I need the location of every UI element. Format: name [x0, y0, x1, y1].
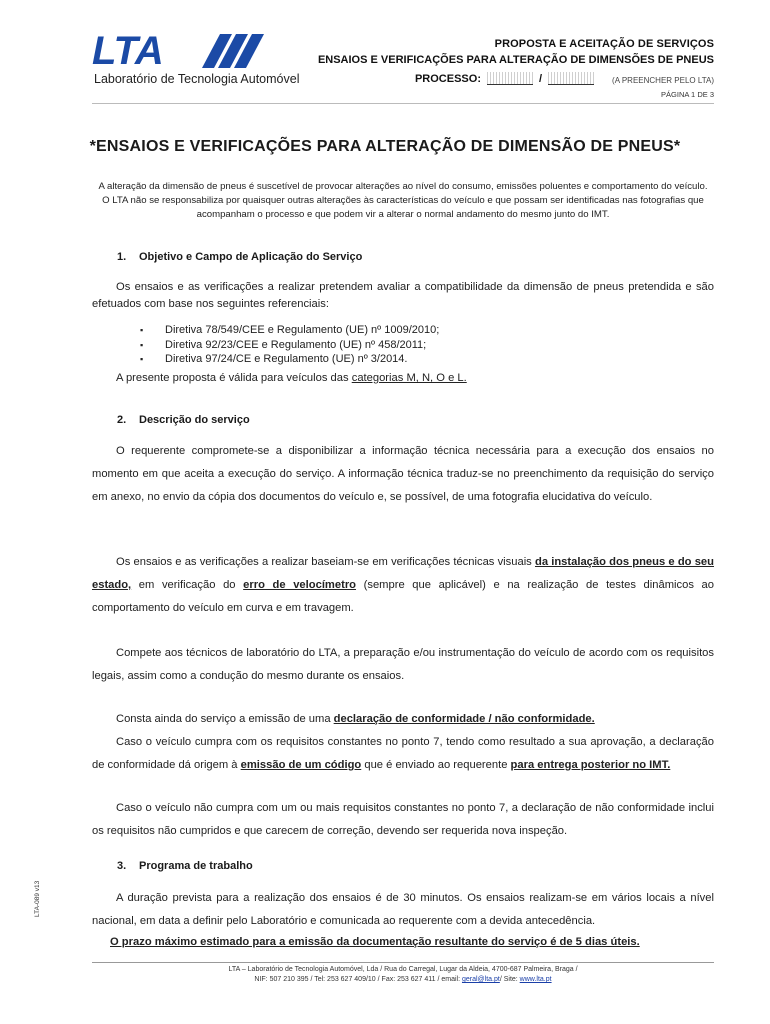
text-span: Os ensaios e as verificações a realizar baseiam-se em verificações técnicas visuais [116, 556, 535, 568]
text-span: (sempre que aplicável) e na realização de testes dinâmicos ao comportamento do veículo em curva e em travagem. [92, 579, 714, 614]
section-2-paragraph-4 [92, 708, 714, 731]
email-link[interactable]: geral@lta.pt [461, 976, 500, 983]
section-1-text: Os ensaios e as verificações a realizar pretendem avaliar a compatibilidade da dimensão de pneus pretendida e são efetuados com base nos seguintes referenciais: [92, 281, 714, 310]
text-span: que é enviado ao requerente [361, 759, 511, 771]
intro-text [92, 180, 714, 222]
section-title: Descrição do serviço [139, 414, 250, 426]
section-title: Objetivo e Campo de Aplicação do Serviço [139, 251, 363, 263]
intro-paragraph-1: A alteração da dimensão de pneus é suscetível de provocar alterações ao nível do consumo, emissões poluentes e comportamento do veículo. [98, 181, 708, 192]
emphasis-text: erro de velocímetro [243, 579, 357, 591]
section-number: 2. [117, 414, 127, 426]
intro-paragraph-2: O LTA não se responsabiliza por quaisquer outras alterações às características do veículo e que possam ser identificadas nas fotografias que acompanham o processo e que podem vir a alterar o normal andamento do mesmo junto do IMT. [102, 195, 704, 220]
text-span: em verificação do [131, 579, 244, 591]
deadline-emphasis: O prazo máximo estimado para a emissão da documentação resultante do serviço é de 5 dias úteis. [110, 936, 640, 948]
emphasis-text: emissão de um código [240, 759, 362, 771]
text-span: Caso o veículo cumpra com os requisitos constantes no ponto 7, tendo como resultado a sua aprovação, a declaração de conformidade dá origem à [92, 736, 714, 771]
footer-address: LTA – Laboratório de Tecnologia Automóvel, Lda / Rua do Carregal, Lugar da Aldeia, 4700-687 Palmeira, Braga / [228, 966, 578, 973]
categories-link: categorias M, N, O e L. [351, 372, 467, 384]
text-span: Consta ainda do serviço a emissão de uma [116, 713, 334, 725]
list-item: ▪ Diretiva 78/549/CEE e Regulamento (UE) nº 1009/2010; [140, 323, 439, 338]
footer [92, 965, 714, 985]
section-2-paragraph-6: Caso o veículo não cumpra com um ou mais requisitos constantes no ponto 7, a declaração de não conformidade inclui os requisitos não cumpridos e que carecem de correção, devendo ser requerida nova inspeção. [92, 802, 714, 837]
footer-contacts-text: NIF: 507 210 395 / Tel: 253 627 409/10 / Fax: 253 627 411 / email: [254, 976, 462, 983]
process-note: (A PREENCHER PELO LTA) [612, 76, 714, 85]
doc-title: PROPOSTA E ACEITAÇÃO DE SERVIÇOS [494, 38, 714, 50]
header-divider [92, 103, 714, 104]
section-2-heading [117, 414, 250, 426]
form-code: LTA-089 v13 [34, 880, 41, 917]
lta-logo-mark-icon [92, 30, 272, 70]
footer-site-label: / Site: [499, 976, 520, 983]
section-2-paragraph-1: O requerente compromete-se a disponibilizar a informação técnica necessária para a execução dos ensaios no momento em que aceita a execução do serviço. A informação técnica traduz-se no preenchimento da requisição do serviço em anexo, no envio da cópia dos documentos do veículo e, se possível, de uma fotografia elucidativa do veículo. [92, 445, 714, 503]
process-separator: / [538, 73, 543, 85]
emphasis-text: para entrega posterior no IMT. [510, 759, 671, 771]
section-2-paragraph-3: Compete aos técnicos de laboratório do LTA, a preparação e/ou instrumentação do veículo de acordo com os requisitos legais, assim como a condução do mesmo durante os ensaios. [92, 647, 714, 682]
page-title: *ENSAIOS E VERIFICAÇÕES PARA ALTERAÇÃO DE DIMENSÃO DE PNEUS* [89, 138, 681, 155]
section-number: 3. [117, 860, 127, 872]
list-item: ▪ Diretiva 92/23/CEE e Regulamento (UE) nº 458/2011; [140, 338, 439, 353]
section-2-paragraph-5 [92, 731, 714, 777]
validity-prefix: A presente proposta é válida para veículos das [116, 372, 352, 384]
process-label: PROCESSO: [414, 73, 481, 85]
logo-subtitle: Laboratório de Tecnologia Automóvel [94, 72, 300, 86]
validity-text [116, 370, 714, 386]
section-2-paragraph-2 [92, 551, 714, 620]
page-number: PÁGINA 1 DE 3 [661, 90, 714, 99]
section-title: Programa de trabalho [139, 860, 253, 872]
lta-logo [92, 30, 332, 86]
emphasis-text: da instalação dos pneus e do seu estado, [92, 556, 714, 591]
section-3-paragraph-1: A duração prevista para a realização dos ensaios é de 30 minutos. Os ensaios realizam-se em vários locais a nível nacional, em data a definir pelo Laboratório e comunicada ao requerente com a devida antecedência. [92, 892, 714, 927]
directives-list [140, 323, 439, 367]
footer-contacts [92, 975, 714, 985]
deadline-text [110, 934, 714, 950]
process-year-field[interactable] [548, 72, 594, 85]
logo-text: LTA [92, 30, 164, 70]
doc-subtitle: ENSAIOS E VERIFICAÇÕES PARA ALTERAÇÃO DE DIMENSÕES DE PNEUS [317, 54, 714, 66]
document-header [318, 38, 714, 99]
list-item: ▪ Diretiva 97/24/CE e Regulamento (UE) nº 3/2014. [140, 352, 439, 367]
process-row [318, 72, 714, 85]
section-3-heading [117, 860, 253, 872]
emphasis-text: declaração de conformidade / não conformidade. [333, 713, 595, 725]
section-1-heading [117, 251, 362, 263]
section-number: 1. [117, 251, 127, 263]
footer-divider [92, 962, 714, 963]
site-link[interactable]: www.lta.pt [519, 976, 552, 983]
process-number-field[interactable] [487, 72, 533, 85]
